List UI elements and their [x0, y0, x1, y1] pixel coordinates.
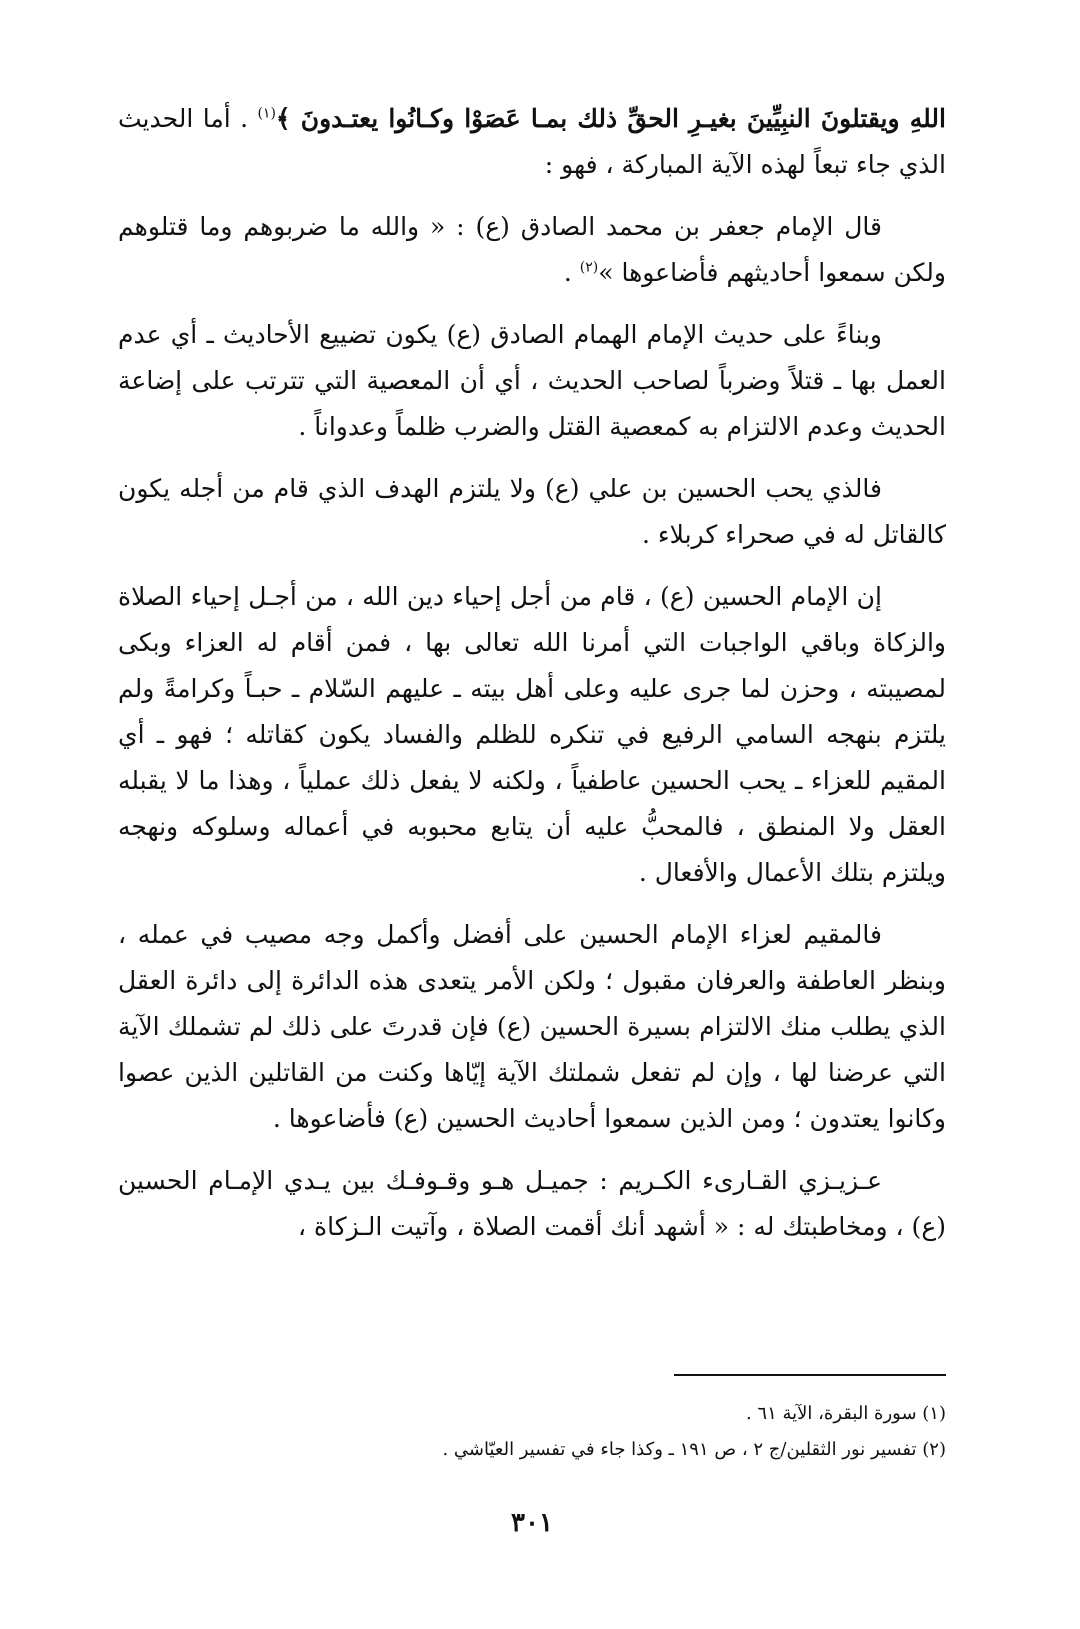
page-number: ٣٠١ [511, 1508, 553, 1538]
quran-verse: اللهِ ويقتلونَ النبِيِّينَ بغيـرِ الحقِّ ذلك بمـا عَصَوْا وكـانُوا يعتـدونَ ﴾ [275, 104, 946, 133]
footnote-divider [674, 1374, 946, 1376]
paragraph-hadith [118, 204, 946, 296]
footnote-ref-1: (١) [257, 105, 276, 122]
paragraph-7: عـزيـزي القـارىء الكـريم : جميـل هـو وقـوفـك بين يـدي الإمـام الحسين (ع) ، ومخاطبتك له : « أشهد أنك أقمت الصلاة ، وآتيت الـزكاة ، [118, 1166, 946, 1241]
paragraph-4: فالذي يحب الحسين بن علي (ع) ولا يلتزم الهدف الذي قام من أجله يكون كالقاتل له في صحراء كربلاء . [118, 474, 946, 549]
footnote-ref-2: (٢) [579, 259, 599, 276]
paragraph-5: إن الإمام الحسين (ع) ، قام من أجل إحياء دين الله ، من أجـل إحياء الصلاة والزكاة وباقي الواجبات التي أمرنا الله تعالى بها ، فمن أقام له العزاء وبكى لمصيبته ، وحزن لما جرى عليه وعلى أهل بيته ـ عليهم السّلام ـ حبـاً وكرامةً ولم يلتزم بنهجه السامي الرفيع في تنكره للظلم والفساد يكون كقاتله ؛ فهو ـ أي المقيم للعزاء ـ يحب الحسين عاطفياً ، ولكنه لا يفعل ذلك عملياً ، وهذا ما لا يقبله العقل ولا المنطق ، فالمحبُّ عليه أن يتابع محبوبه في أعماله وسلوكه ونهجه ويلتزم بتلك الأعمال والأفعال . [118, 582, 946, 887]
paragraph-6: فالمقيم لعزاء الإمام الحسين على أفضل وأكمل وجه مصيب في عمله ، وبنظر العاطفة والعرفان مقبول ؛ ولكن الأمر يتعدى هذه الدائرة إلى دائرة العقل الذي يطلب منك الالتزام بسيرة الحسين (ع) فإن قدرتَ على ذلك لم تشملك الآية التي عرضنا لها ، وإن لم تفعل شملتك الآية إيّاها وكنت من القاتلين الذين عصوا وكانوا يعتدون ؛ ومن الذين سمعوا أحاديث الحسين (ع) فأضاعوها . [118, 920, 946, 1133]
document-page [118, 96, 946, 1556]
paragraph-quran-continuation [118, 96, 946, 188]
footnote-2: (٢) تفسير نور الثقلين/ج ٢ ، ص ١٩١ ـ وكذا جاء في تفسير العيّاشي . [442, 1439, 946, 1460]
paragraph-text: قال الإمام جعفر بن محمد الصادق (ع) : « والله ما ضربوهم وما قتلوهم ولكن سمعوا أحاديثهم فأضاعوها » [118, 212, 946, 287]
paragraph-text: . أما الحديث الذي جاء تبعاً لهذه الآية المباركة ، فهو : [118, 104, 946, 179]
paragraph-3: وبناءً على حديث الإمام الهمام الصادق (ع) يكون تضييع الأحاديث ـ أي عدم العمل بها ـ قتلاً وضرباً لصاحب الحديث ، أي أن المعصية التي تترتب على إضاعة الحديث وعدم الالتزام به كمعصية القتل والضرب ظلماً وعدواناً . [118, 320, 946, 441]
footnote-1: (١) سورة البقرة، الآية ٦١ . [745, 1403, 946, 1424]
footnotes [118, 1396, 946, 1468]
paragraph-tail: . [563, 258, 580, 287]
